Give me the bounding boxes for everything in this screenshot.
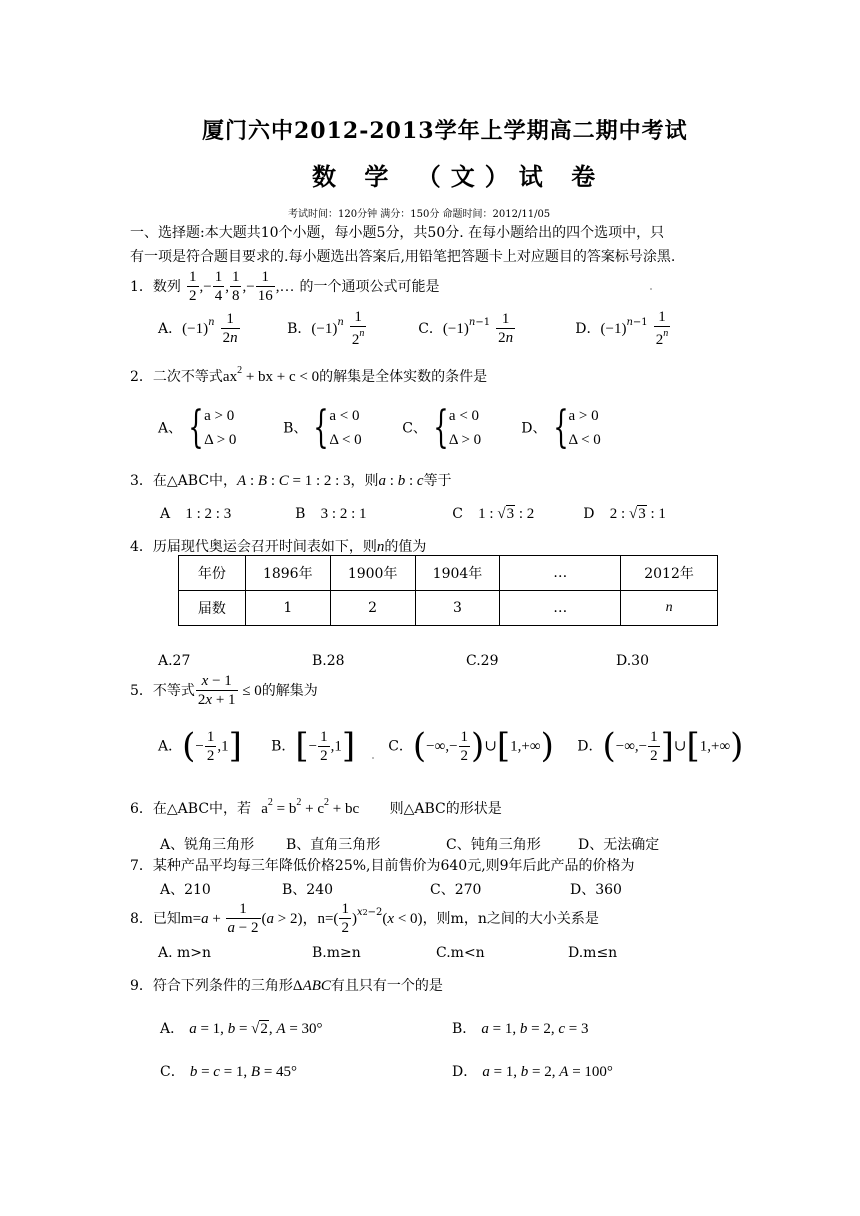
question-6: 6．在△ABC中，若 $a^2 = b^2 + c^2$ + bc 则△ABC的形状是 — [130, 797, 502, 817]
question-3: 3．在△ABC中，A : B : C = 1 : 2 : 3，则a : b : c等于 — [130, 473, 452, 489]
scan-mark — [650, 288, 652, 290]
section-intro-line1: 一、选择题:本大题共10个小题，每小题5分，共50分. 在每小题给出的四个选项中，只 — [130, 225, 665, 241]
question-1: 1．数列 $\frac{1}{2}$ ,− $\frac{1}{4}$ , $\frac{1}{8}$ ,− $\frac{1}{16}$ ,… 的一个通项公式可能是 — [130, 269, 440, 304]
q5-option-c: C．(−∞,− $\frac{1}{2}$ )∪[1,+∞) — [388, 726, 554, 766]
q6-option-d: D、无法确定 — [578, 837, 660, 853]
q7-option-b: B、240 — [282, 882, 334, 898]
q7-option-c: C、270 — [430, 882, 482, 898]
table-row: 年份 1896年 1900年 1904年 … 2012年 — [179, 556, 718, 591]
q3-option-d: D 2 : √3 : 1 — [583, 506, 666, 522]
q8-option-b: B.m≥n — [312, 945, 361, 961]
q2-options — [158, 404, 635, 452]
q9-option-a: A． a = 1, b = √2, A = 30° — [160, 1021, 323, 1037]
scan-mark — [372, 757, 374, 759]
q7-option-a: A、210 — [160, 882, 211, 898]
q2-option-c: C、 { a < 0 Δ > 0 — [402, 402, 482, 453]
q1-prefix: 数列 — [152, 279, 181, 295]
q9-option-b: B． a = 1, b = 2, c = 3 — [452, 1021, 589, 1037]
q5-option-b: B．[− $\frac{1}{2}$ ,1] — [271, 726, 356, 766]
q9-option-d: D． a = 1, b = 2, A = 100° — [452, 1064, 613, 1080]
q2-option-d: D、 { a > 0 Δ < 0 — [521, 402, 601, 453]
exam-title: 厦门六中2012-2013学年上学期高二期中考试 — [202, 118, 688, 144]
q3-option-b: B 3 : 2 : 1 — [295, 506, 367, 522]
q1-option-a: A．$(-1)^n$ $\frac{1}{2n}$ — [158, 311, 238, 346]
q9-option-c: C． b = c = 1, B = 45° — [160, 1064, 298, 1080]
q3-options — [160, 503, 703, 523]
q2-option-b: B、 { a < 0 Δ < 0 — [283, 402, 362, 453]
question-2: 2．二次不等式$ax^2$ + bx + c < 0的解集是全体实数的条件是 — [130, 365, 488, 385]
q1-number: 1． — [130, 279, 153, 295]
q8-option-c: C.m<n — [436, 945, 485, 961]
question-8: 8．已知m=a + $\frac{1}{a - 2}$ (a > 2)，n=( $\frac{1}{2}$ )$^{x2-2}$(x < 0)，则m，n之间的大小关系是 — [130, 901, 599, 936]
q4-option-a: A.27 — [158, 653, 191, 669]
q3-option-c: C 1 : √3 : 2 — [452, 506, 535, 522]
q8-option-d: D.m≤n — [568, 945, 618, 961]
q4-option-d: D.30 — [616, 653, 649, 669]
table-row: 届数 1 2 3 … n — [179, 591, 718, 626]
q1-option-b: B．$(-1)^n$ $\frac{1}{2^n}$ — [287, 309, 365, 348]
q1-suffix: 的一个通项公式可能是 — [299, 279, 440, 295]
q1-option-d: D．$(-1)^{n-1}$ $\frac{1}{2^n}$ — [575, 309, 669, 348]
q1-option-c: C．$(-1)^{n-1}$ $\frac{1}{2n}$ — [418, 311, 514, 346]
question-7: 7．某种产品平均每三年降低价格25%,目前售价为640元,则9年后此产品的价格为 — [130, 858, 635, 874]
q4-option-c: C.29 — [466, 653, 499, 669]
q6-option-b: B、直角三角形 — [286, 837, 381, 853]
question-9: 9．符合下列条件的三角形ΔABC有且只有一个的是 — [130, 978, 443, 994]
section-intro-line2: 有一项是符合题目要求的.每小题选出答案后,用铅笔把答题卡上对应题目的答案标号涂黑. — [130, 249, 676, 265]
q5-option-a: A．(− $\frac{1}{2}$ ,1] — [158, 726, 242, 766]
q5-option-d: D．(−∞,− $\frac{1}{2}$ ]∪[1,+∞) — [577, 726, 744, 766]
q1-options — [158, 308, 705, 349]
q6-option-c: C、钝角三角形 — [446, 837, 541, 853]
q1-term-2: $\frac{1}{4}$ — [214, 269, 223, 304]
q2-option-a: A、 { a > 0 Δ > 0 — [158, 402, 237, 453]
q5-options — [158, 726, 747, 766]
exam-info: 考试时间：120分钟 满分：150分 命题时间：2012/11/05 — [288, 209, 551, 220]
q4-option-b: B.28 — [312, 653, 345, 669]
q7-option-d: D、360 — [570, 882, 622, 898]
question-4: 4．历届现代奥运会召开时间表如下，则n的值为 — [130, 539, 427, 555]
q1-term-1: $\frac{1}{2}$ — [189, 269, 197, 304]
q1-term-3: $\frac{1}{8}$ — [231, 269, 240, 304]
exam-subtitle: 数 学 （文）试 卷 — [312, 162, 606, 191]
q1-term-4: $\frac{1}{16}$ — [257, 269, 273, 304]
q3-option-a: A 1 : 2 : 3 — [160, 506, 232, 522]
q8-option-a: A. m>n — [158, 945, 212, 961]
olympics-table — [178, 555, 718, 626]
question-5: 5．不等式 $\frac{x - 1}{2x + 1}$ ≤ 0的解集为 — [130, 673, 318, 708]
q6-option-a: A、锐角三角形 — [160, 837, 255, 853]
